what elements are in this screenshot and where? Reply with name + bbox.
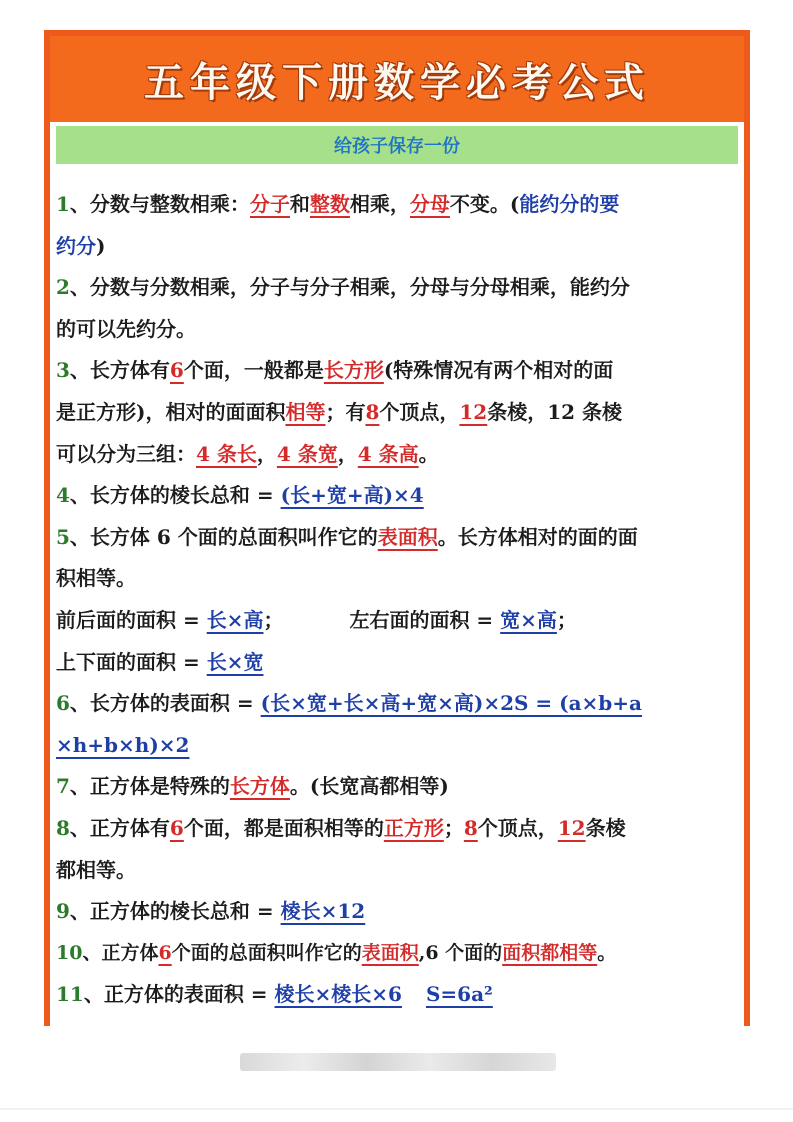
blurred-watermark xyxy=(240,1053,556,1071)
answer: 分母 xyxy=(409,192,450,216)
item-3-line-2: 是正方形)，相对的面面积相等；有8个顶点，12条棱，12 条棱 xyxy=(56,399,623,424)
item-10-line-1: 10、正方体6个面的总面积叫作它的表面积,6 个面的面积都相等。 xyxy=(56,941,617,964)
title-banner xyxy=(50,36,744,122)
bottom-divider xyxy=(0,1108,793,1110)
item-6-line-2: ×h+b×h)×2 xyxy=(56,732,190,757)
formula-list xyxy=(56,184,740,1016)
item-1-line-1: 1、分数与整数相乘：分子和整数相乘，分母不变。(能约分的要 xyxy=(56,192,620,216)
item-5-line-4: 上下面的面积 = 长×宽 xyxy=(56,649,264,674)
item-9-line-1: 9、正方体的棱长总和 = 棱长×12 xyxy=(56,899,366,924)
subtitle-banner xyxy=(56,126,738,164)
item-3-line-1: 3、长方体有6个面，一般都是长方形(特殊情况有两个相对的面 xyxy=(56,358,614,383)
item-1-line-2: 约分) xyxy=(56,233,106,258)
item-8-line-2: 都相等。 xyxy=(56,857,136,882)
item-11-line-1: 11、正方体的表面积 = 棱长×棱长×6 S=6a² xyxy=(56,982,493,1007)
item-7-line-1: 7、正方体是特殊的长方体。(长宽高都相等) xyxy=(56,774,449,799)
item-8-line-1: 8、正方体有6个面，都是面积相等的正方形；8个顶点，12条棱 xyxy=(56,815,626,840)
item-2-line-2: 的可以先约分。 xyxy=(56,316,196,341)
item-5-line-1: 5、长方体 6 个面的总面积叫作它的表面积。长方体相对的面的面 xyxy=(56,524,638,549)
item-5-line-3: 前后面的面积 = 长×高； 左右面的面积 = 宽×高； xyxy=(56,607,577,632)
page-title: 五年级下册数学必考公式 xyxy=(144,59,650,106)
item-2-line-1: 2、分数与分数相乘，分子与分子相乘，分母与分母相乘，能约分 xyxy=(56,275,630,300)
answer: 整数 xyxy=(309,192,350,216)
answer: 分子 xyxy=(249,192,290,216)
formula-sheet xyxy=(44,30,750,1026)
item-6-line-1: 6、长方体的表面积 = (长×宽+长×高+宽×高)×2S = (a×b+a xyxy=(56,691,643,716)
item-3-line-3: 可以分为三组：4 条长，4 条宽，4 条高。 xyxy=(56,441,439,466)
page-subtitle: 给孩子保存一份 xyxy=(334,136,460,157)
item-4-line-1: 4、长方体的棱长总和 = (长+宽+高)×4 xyxy=(56,483,424,508)
item-5-line-2: 积相等。 xyxy=(56,566,136,591)
